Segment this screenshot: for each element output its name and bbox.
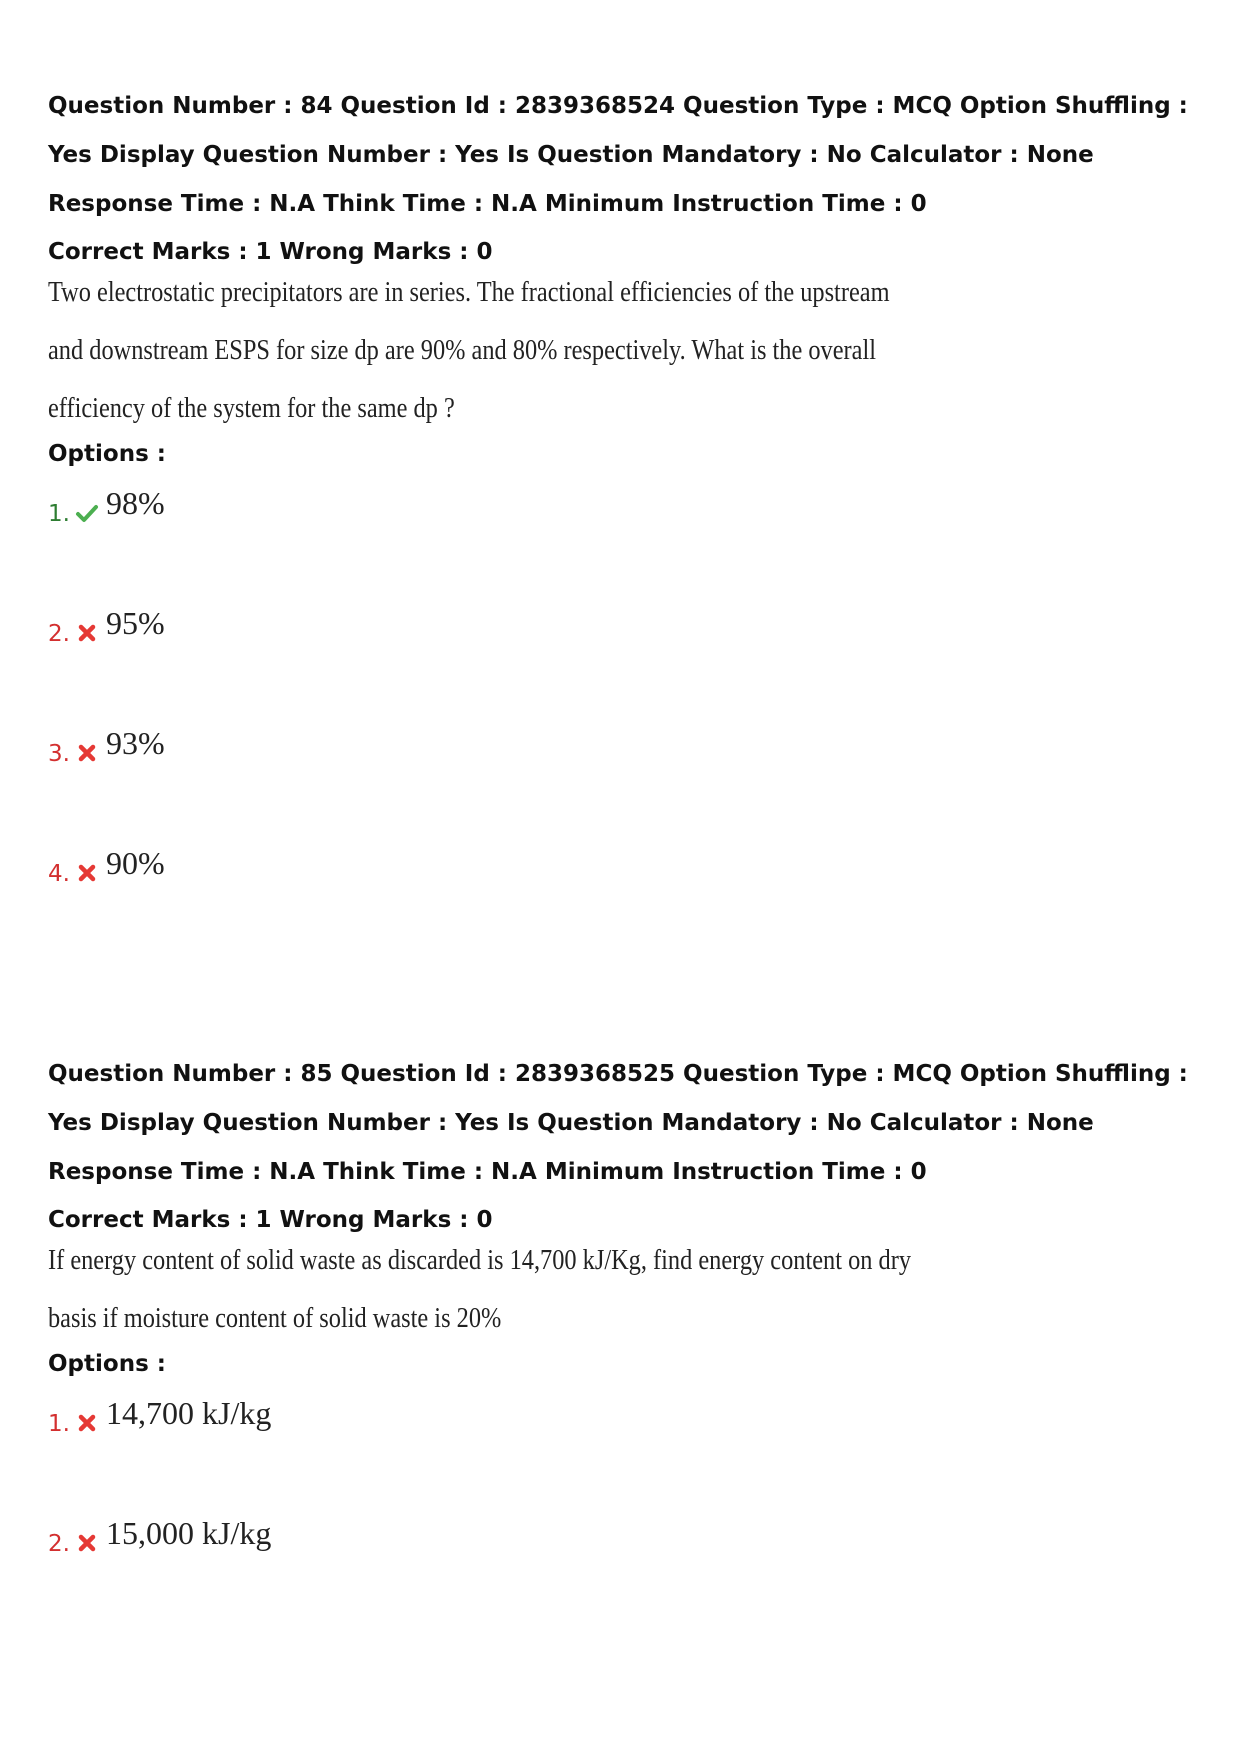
question-text: Two electrostatic precipitators are in series. The fractional efficiencies of the upstream and downstream ESPS for size dp are 90% and 80% respectively. What is the overall efficiency of the system for the same dp ? xyxy=(48,276,890,424)
options-label: Options : xyxy=(48,441,166,467)
question-text: If energy content of solid waste as discarded is 14,700 kJ/Kg, find energy content on dry basis if moisture content of solid waste is 20% xyxy=(48,1244,912,1334)
cross-icon xyxy=(75,1411,99,1435)
option-value: 14,700 kJ/kg xyxy=(106,1395,272,1431)
option-item[interactable] xyxy=(48,711,1208,831)
cross-icon xyxy=(75,741,99,765)
option-value: 90% xyxy=(106,845,165,881)
cross-icon xyxy=(75,1531,99,1555)
cross-icon xyxy=(75,621,99,645)
options-list xyxy=(48,471,1208,951)
option-item[interactable] xyxy=(48,1381,1208,1501)
question-marks: Correct Marks : 1 Wrong Marks : 0 xyxy=(48,239,493,265)
question-block-84 xyxy=(48,82,1208,951)
question-meta: Question Number : 85 Question Id : 2839368525 Question Type : MCQ Option Shuffling : Yes Display Question Number : Yes Is Question Mandatory : No Calculator : None Response Time : N.A Think Time : N.A Minimum Instruction Time : 0 xyxy=(48,1061,1188,1185)
option-number: 2. xyxy=(48,1531,70,1557)
option-item[interactable] xyxy=(48,591,1208,711)
question-block-85 xyxy=(48,1050,1208,1621)
option-item[interactable] xyxy=(48,831,1208,951)
option-value: 95% xyxy=(106,605,165,641)
check-icon xyxy=(75,501,99,525)
option-value: 98% xyxy=(106,485,165,521)
option-item[interactable] xyxy=(48,1501,1208,1621)
options-label: Options : xyxy=(48,1351,166,1377)
option-value: 93% xyxy=(106,725,165,761)
option-number: 1. xyxy=(48,501,70,527)
option-number: 2. xyxy=(48,621,70,647)
option-number: 1. xyxy=(48,1411,70,1437)
option-value: 15,000 kJ/kg xyxy=(106,1515,272,1551)
option-number: 3. xyxy=(48,741,70,767)
cross-icon xyxy=(75,861,99,885)
option-number: 4. xyxy=(48,861,70,887)
question-meta: Question Number : 84 Question Id : 2839368524 Question Type : MCQ Option Shuffling : Yes Display Question Number : Yes Is Question Mandatory : No Calculator : None Response Time : N.A Think Time : N.A Minimum Instruction Time : 0 xyxy=(48,93,1188,217)
question-marks: Correct Marks : 1 Wrong Marks : 0 xyxy=(48,1207,493,1233)
option-item[interactable] xyxy=(48,471,1208,591)
options-list xyxy=(48,1381,1208,1621)
